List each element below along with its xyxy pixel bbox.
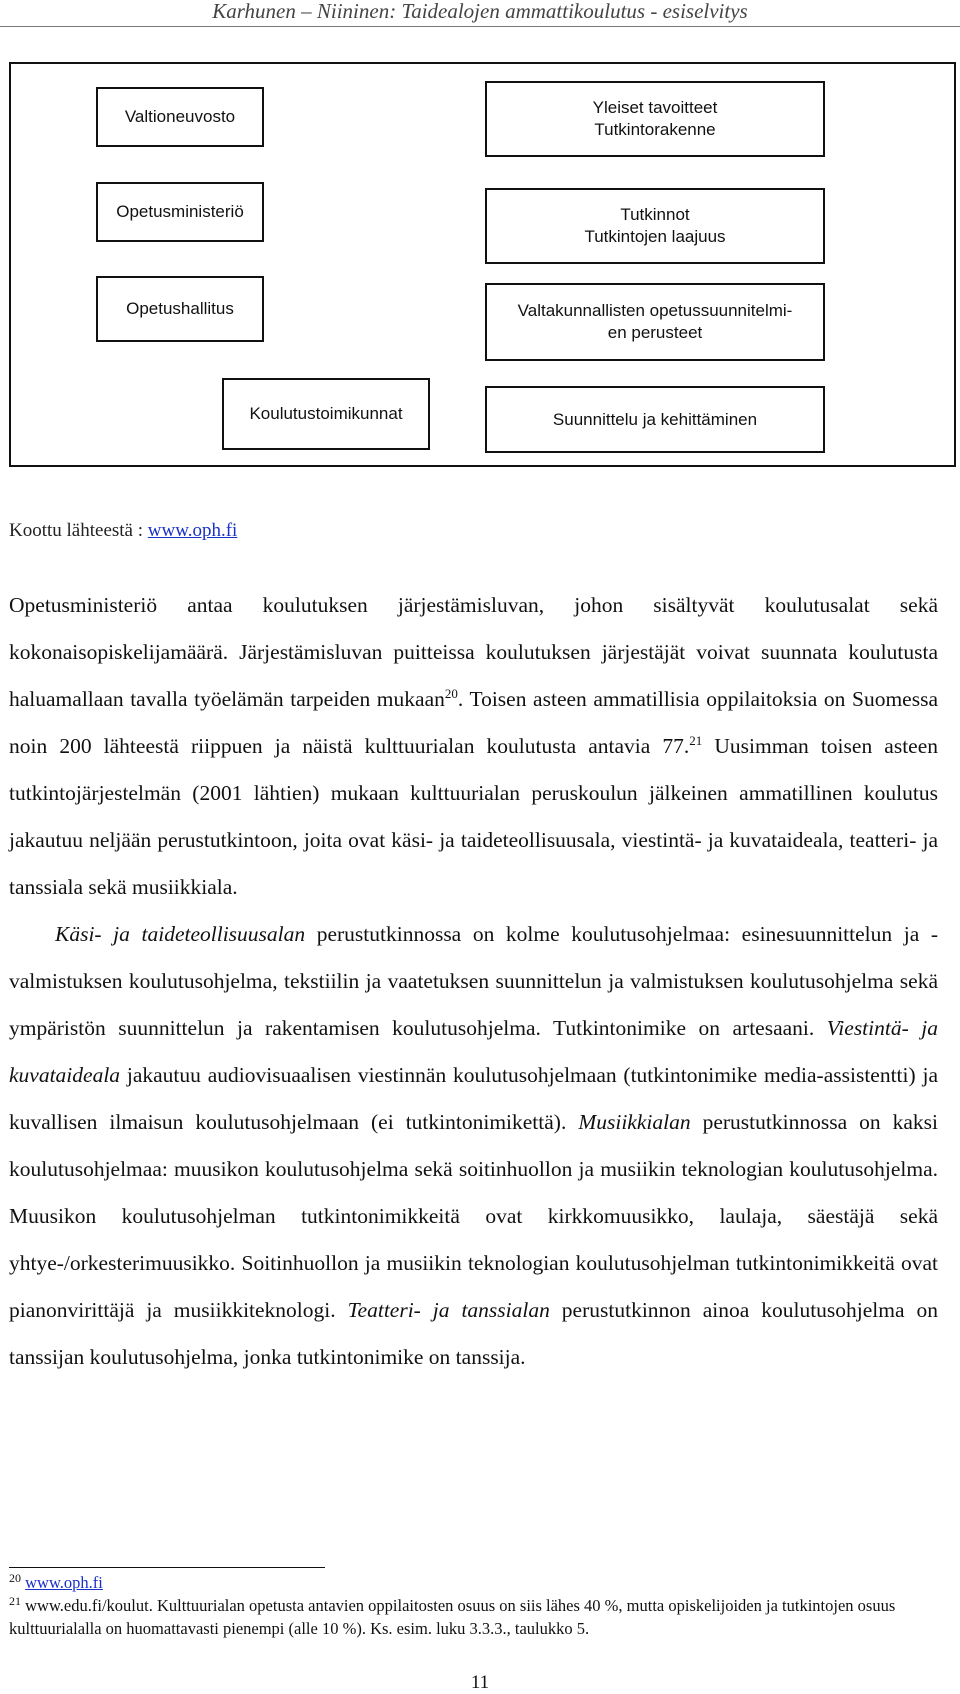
- footnotes: [9, 1571, 938, 1640]
- header-divider: [0, 26, 960, 27]
- source-line: Koottu lähteestä : www.oph.fi: [9, 520, 238, 541]
- paragraph-1: Opetusministeriö antaa koulutuksen järjestämisluvan, johon sisältyvät koulutusalat sekä kokonaisopiskelijamäärä. Järjestämisluvan puitteissa koulutuksen järjestäjät voivat suunnata koulutusta haluamallaan tavalla työelämän tarpeiden mukaan$^{20}$. Toisen asteen ammatillisia oppilaitoksia on Suomessa noin 200 lähteestä riippuen ja näistä kulttuurialan koulutusta antavia 77.21 Uusimman toisen asteen tutkintojärjestelmän (2001 lähtien) mukaan kulttuurialan peruskoulun jälkeinen ammatillinen koulutus jakautuu neljään perustutkintoon, joita ovat käsi- ja taideteollisuusala, viestintä- ja kuvataideala, teatteri- ja tanssiala sekä musiikkiala.: [9, 593, 939, 899]
- footnote-ref-20[interactable]: 20: [444, 686, 458, 701]
- footnote-21: $^{21}$ www.edu.fi/koulut. Kulttuurialan opetusta antavien oppilaitosten osuus on siis lähes 40 %, mutta opiskelijoiden ja tutkintojen osuus kulttuurialalla on huomattavasti pienempi (alle 10 %). Ks. esim. luku 3.3.3., taulukko 5.: [9, 1594, 896, 1638]
- box-opetushallitus: Opetushallitus: [96, 276, 264, 342]
- box-opetusministerio: Opetusministeriö: [96, 182, 264, 242]
- body-text: [9, 582, 938, 1381]
- box-koulutustoimikunnat: Koulutustoimikunnat: [222, 378, 430, 450]
- box-opetussuunnitelmien-perusteet: Valtakunnallisten opetussuunnitelmi- en perusteet: [485, 283, 825, 361]
- source-link[interactable]: www.oph.fi: [147, 520, 238, 541]
- organization-diagram: [9, 62, 956, 467]
- paragraph-2: Käsi- ja taideteollisuusalan perustutkinnossa on kolme koulutusohjelmaa: esinesuunnittelun ja -valmistuksen koulutusohjelma, tekstiilin ja vaatetuksen suunnittelun ja valmistuksen koulutusohjelma sekä ympäristön suunnittelun ja rakentamisen koulutusohjelma. Tutkintonimike on artesaani. Viestintä- ja kuvataideala jakautuu audiovisuaalisen viestinnän koulutusohjelmaan (tutkintonimike media-assistentti) ja kuvallisen ilmaisun koulutusohjelmaan (ei tutkintonimikettä). Musiikkialan perustutkinnossa on kaksi koulutusohjelmaa: muusikon koulutusohjelma sekä soitinhuollon ja musiikin teknologian koulutusohjelma. Muusikon koulutusohjelman tutkintonimikkeitä ovat kirkkomuusikko, laulaja, säestäjä sekä yhtye-/orkesterimuusikko. Soitinhuollon ja musiikin teknologian koulutusohjelman tutkintonimikkeitä ovat pianonvirittäjä ja musiikkiteknologi. Teatteri- ja tanssialan perustutkinnon ainoa koulutusohjelma on tanssijan koulutusohjelma, jonka tutkintonimike on tanssija.: [9, 922, 938, 1369]
- box-valtioneuvosto: Valtioneuvosto: [96, 87, 264, 147]
- box-yleiset-tavoitteet: Yleiset tavoitteet Tutkintorakenne: [485, 81, 825, 157]
- footnote-20: $^{20}$ www.oph.fi: [9, 1571, 103, 1592]
- footnote-ref-21[interactable]: 21: [689, 733, 703, 748]
- footnote-20-link[interactable]: www.oph.fi: [25, 1573, 103, 1592]
- box-tutkinnot: Tutkinnot Tutkintojen laajuus: [485, 188, 825, 264]
- footnote-divider: [9, 1567, 325, 1568]
- running-header: Karhunen – Niininen: Taidealojen ammattikoulutus - esiselvitys: [212, 0, 748, 23]
- box-suunnittelu: Suunnittelu ja kehittäminen: [485, 386, 825, 453]
- page-number: 11: [470, 1672, 490, 1693]
